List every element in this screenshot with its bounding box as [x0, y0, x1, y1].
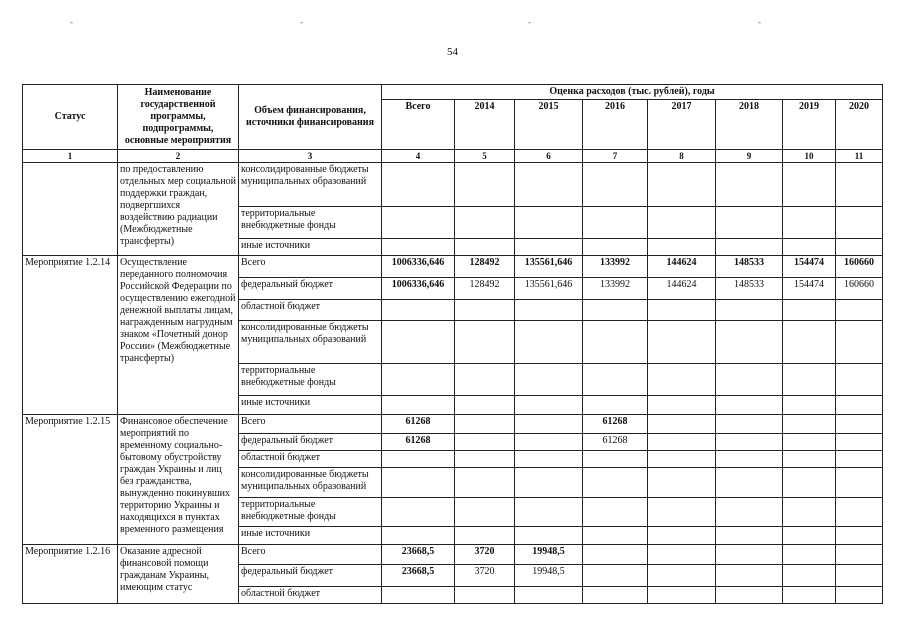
- status-cell: [23, 163, 118, 256]
- value-cell: 160660: [836, 278, 883, 300]
- funding-source-cell: областной бюджет: [239, 451, 382, 468]
- value-cell: [836, 239, 883, 256]
- value-cell: 3720: [455, 545, 515, 565]
- value-cell: [455, 498, 515, 527]
- value-cell: [716, 364, 783, 396]
- header-name: Наименование государственной программы, подпрограммы, основные мероприятия: [118, 85, 239, 150]
- value-cell: [716, 468, 783, 498]
- value-cell: [716, 587, 783, 604]
- value-cell: [836, 468, 883, 498]
- funding-source-cell: областной бюджет: [239, 300, 382, 321]
- status-cell: Мероприятие 1.2.15: [23, 415, 118, 545]
- funding-source-cell: Всего: [239, 415, 382, 434]
- value-cell: 135561,646: [515, 256, 583, 278]
- value-cell: [783, 300, 836, 321]
- value-cell: [583, 498, 648, 527]
- value-cell: 133992: [583, 278, 648, 300]
- value-cell: [836, 587, 883, 604]
- column-index: 6: [515, 150, 583, 163]
- value-cell: [648, 545, 716, 565]
- value-cell: 144624: [648, 256, 716, 278]
- value-cell: [783, 207, 836, 239]
- header-year: 2017: [648, 100, 716, 150]
- value-cell: [515, 468, 583, 498]
- value-cell: [583, 239, 648, 256]
- value-cell: 144624: [648, 278, 716, 300]
- value-cell: [716, 207, 783, 239]
- value-cell: [716, 163, 783, 207]
- value-cell: [783, 587, 836, 604]
- value-cell: [515, 527, 583, 545]
- status-cell: Мероприятие 1.2.16: [23, 545, 118, 604]
- value-cell: [648, 565, 716, 587]
- column-index: 8: [648, 150, 716, 163]
- header-year: 2018: [716, 100, 783, 150]
- column-index: 2: [118, 150, 239, 163]
- value-cell: [515, 239, 583, 256]
- value-cell: [783, 527, 836, 545]
- funding-source-cell: федеральный бюджет: [239, 565, 382, 587]
- value-cell: [583, 396, 648, 415]
- value-cell: [455, 527, 515, 545]
- value-cell: 19948,5: [515, 545, 583, 565]
- value-cell: 154474: [783, 256, 836, 278]
- column-index: 10: [783, 150, 836, 163]
- value-cell: [455, 434, 515, 451]
- value-cell: [716, 321, 783, 364]
- value-cell: [783, 163, 836, 207]
- value-cell: [648, 163, 716, 207]
- value-cell: [716, 527, 783, 545]
- column-index: 11: [836, 150, 883, 163]
- funding-source-cell: территориальные внебюджетные фонды: [239, 207, 382, 239]
- value-cell: [836, 527, 883, 545]
- value-cell: 133992: [583, 256, 648, 278]
- funding-source-cell: иные источники: [239, 396, 382, 415]
- value-cell: [515, 434, 583, 451]
- value-cell: [382, 587, 455, 604]
- value-cell: [455, 451, 515, 468]
- value-cell: 154474: [783, 278, 836, 300]
- value-cell: 19948,5: [515, 565, 583, 587]
- value-cell: 148533: [716, 278, 783, 300]
- value-cell: [583, 364, 648, 396]
- value-cell: [716, 300, 783, 321]
- activity-name-cell: Финансовое обеспечение мероприятий по временному социально-бытовому обустройству граждан Украины и лиц без гражданства, вынужденно покинувших территорию Украины и находящихся в пунктах временного размещения: [118, 415, 239, 545]
- value-cell: 160660: [836, 256, 883, 278]
- funding-source-cell: консолидированные бюджеты муниципальных образований: [239, 321, 382, 364]
- value-cell: [455, 321, 515, 364]
- table-row: [23, 256, 883, 278]
- budget-table: [22, 84, 883, 604]
- value-cell: [515, 451, 583, 468]
- value-cell: [515, 415, 583, 434]
- value-cell: [648, 434, 716, 451]
- value-cell: [836, 396, 883, 415]
- value-cell: [515, 321, 583, 364]
- header-row: [23, 85, 883, 100]
- header-year-total: Всего: [382, 100, 455, 150]
- funding-source-cell: консолидированные бюджеты муниципальных образований: [239, 163, 382, 207]
- value-cell: [783, 451, 836, 468]
- value-cell: [783, 239, 836, 256]
- value-cell: [455, 396, 515, 415]
- value-cell: [455, 239, 515, 256]
- value-cell: [836, 300, 883, 321]
- value-cell: [382, 498, 455, 527]
- value-cell: [648, 468, 716, 498]
- table-row: [23, 545, 883, 565]
- value-cell: [455, 163, 515, 207]
- activity-name-cell: Оказание адресной финансовой помощи гражданам Украины, имеющим статус: [118, 545, 239, 604]
- scan-mark: -: [300, 17, 303, 27]
- value-cell: [515, 300, 583, 321]
- value-cell: [515, 396, 583, 415]
- value-cell: [583, 527, 648, 545]
- value-cell: [583, 321, 648, 364]
- value-cell: [783, 364, 836, 396]
- header-status: Статус: [23, 85, 118, 150]
- value-cell: [783, 321, 836, 364]
- value-cell: [583, 451, 648, 468]
- value-cell: [716, 434, 783, 451]
- column-index: 9: [716, 150, 783, 163]
- funding-source-cell: территориальные внебюджетные фонды: [239, 498, 382, 527]
- value-cell: [716, 239, 783, 256]
- value-cell: [783, 415, 836, 434]
- value-cell: [648, 364, 716, 396]
- value-cell: [648, 396, 716, 415]
- value-cell: 61268: [583, 415, 648, 434]
- value-cell: [716, 396, 783, 415]
- value-cell: 148533: [716, 256, 783, 278]
- value-cell: [648, 527, 716, 545]
- value-cell: 3720: [455, 565, 515, 587]
- column-index: 7: [583, 150, 648, 163]
- value-cell: 128492: [455, 278, 515, 300]
- value-cell: 128492: [455, 256, 515, 278]
- scan-mark: -: [528, 17, 531, 27]
- value-cell: [836, 207, 883, 239]
- value-cell: [836, 364, 883, 396]
- value-cell: [716, 498, 783, 527]
- value-cell: [783, 545, 836, 565]
- value-cell: [515, 498, 583, 527]
- value-cell: [783, 434, 836, 451]
- value-cell: [648, 321, 716, 364]
- header-year: 2020: [836, 100, 883, 150]
- index-row: [23, 150, 883, 163]
- value-cell: [648, 239, 716, 256]
- column-index: 1: [23, 150, 118, 163]
- value-cell: [648, 300, 716, 321]
- column-index: 5: [455, 150, 515, 163]
- status-cell: Мероприятие 1.2.14: [23, 256, 118, 415]
- value-cell: 61268: [382, 434, 455, 451]
- activity-name-cell: по предоставлению отдельных мер социальной поддержки граждан, подвергшихся воздействию радиации (Межбюджетные трансферты): [118, 163, 239, 256]
- value-cell: [648, 451, 716, 468]
- value-cell: [455, 468, 515, 498]
- header-year: 2014: [455, 100, 515, 150]
- header-year: 2019: [783, 100, 836, 150]
- funding-source-cell: Всего: [239, 545, 382, 565]
- value-cell: [583, 587, 648, 604]
- value-cell: [583, 207, 648, 239]
- value-cell: [382, 451, 455, 468]
- value-cell: [836, 565, 883, 587]
- value-cell: [783, 565, 836, 587]
- value-cell: [716, 545, 783, 565]
- value-cell: [648, 587, 716, 604]
- value-cell: 1006336,646: [382, 256, 455, 278]
- value-cell: [515, 364, 583, 396]
- value-cell: [455, 300, 515, 321]
- value-cell: [716, 451, 783, 468]
- value-cell: [455, 587, 515, 604]
- value-cell: 135561,646: [515, 278, 583, 300]
- funding-source-cell: областной бюджет: [239, 587, 382, 604]
- funding-source-cell: Всего: [239, 256, 382, 278]
- value-cell: [455, 415, 515, 434]
- value-cell: 61268: [382, 415, 455, 434]
- funding-source-cell: иные источники: [239, 239, 382, 256]
- value-cell: [583, 163, 648, 207]
- value-cell: [515, 163, 583, 207]
- value-cell: [836, 163, 883, 207]
- value-cell: [836, 321, 883, 364]
- value-cell: 23668,5: [382, 545, 455, 565]
- value-cell: [648, 498, 716, 527]
- value-cell: [455, 364, 515, 396]
- value-cell: [382, 321, 455, 364]
- column-index: 4: [382, 150, 455, 163]
- header-estimate: Оценка расходов (тыс. рублей), годы: [382, 85, 883, 100]
- header-year: 2016: [583, 100, 648, 150]
- value-cell: [382, 300, 455, 321]
- value-cell: [455, 207, 515, 239]
- value-cell: [515, 207, 583, 239]
- value-cell: [836, 415, 883, 434]
- value-cell: [836, 434, 883, 451]
- value-cell: [716, 415, 783, 434]
- value-cell: [583, 300, 648, 321]
- page-number: 54: [447, 46, 458, 58]
- funding-source-cell: иные источники: [239, 527, 382, 545]
- header-year: 2015: [515, 100, 583, 150]
- value-cell: 61268: [583, 434, 648, 451]
- value-cell: [382, 396, 455, 415]
- value-cell: [515, 587, 583, 604]
- value-cell: [583, 565, 648, 587]
- value-cell: [836, 545, 883, 565]
- value-cell: [382, 468, 455, 498]
- scan-mark: -: [70, 17, 73, 27]
- value-cell: [783, 396, 836, 415]
- column-index: 3: [239, 150, 382, 163]
- activity-name-cell: Осуществление переданного полномочия Российской Федерации по осуществлению ежегодной денежной выплаты лицам, награжденным нагрудным знаком «Почетный донор России» (Межбюджетные трансферты): [118, 256, 239, 415]
- table-row: [23, 163, 883, 207]
- value-cell: [648, 415, 716, 434]
- value-cell: [382, 239, 455, 256]
- value-cell: [382, 163, 455, 207]
- value-cell: 23668,5: [382, 565, 455, 587]
- value-cell: [783, 498, 836, 527]
- value-cell: [648, 207, 716, 239]
- scan-mark: -: [758, 17, 761, 27]
- value-cell: [583, 545, 648, 565]
- value-cell: [716, 565, 783, 587]
- funding-source-cell: консолидированные бюджеты муниципальных образований: [239, 468, 382, 498]
- funding-source-cell: федеральный бюджет: [239, 434, 382, 451]
- funding-source-cell: территориальные внебюджетные фонды: [239, 364, 382, 396]
- value-cell: [382, 527, 455, 545]
- header-source: Объем финансирования, источники финансирования: [239, 85, 382, 150]
- value-cell: 1006336,646: [382, 278, 455, 300]
- value-cell: [583, 468, 648, 498]
- funding-source-cell: федеральный бюджет: [239, 278, 382, 300]
- value-cell: [382, 207, 455, 239]
- value-cell: [836, 498, 883, 527]
- table-row: [23, 415, 883, 434]
- value-cell: [382, 364, 455, 396]
- value-cell: [836, 451, 883, 468]
- value-cell: [783, 468, 836, 498]
